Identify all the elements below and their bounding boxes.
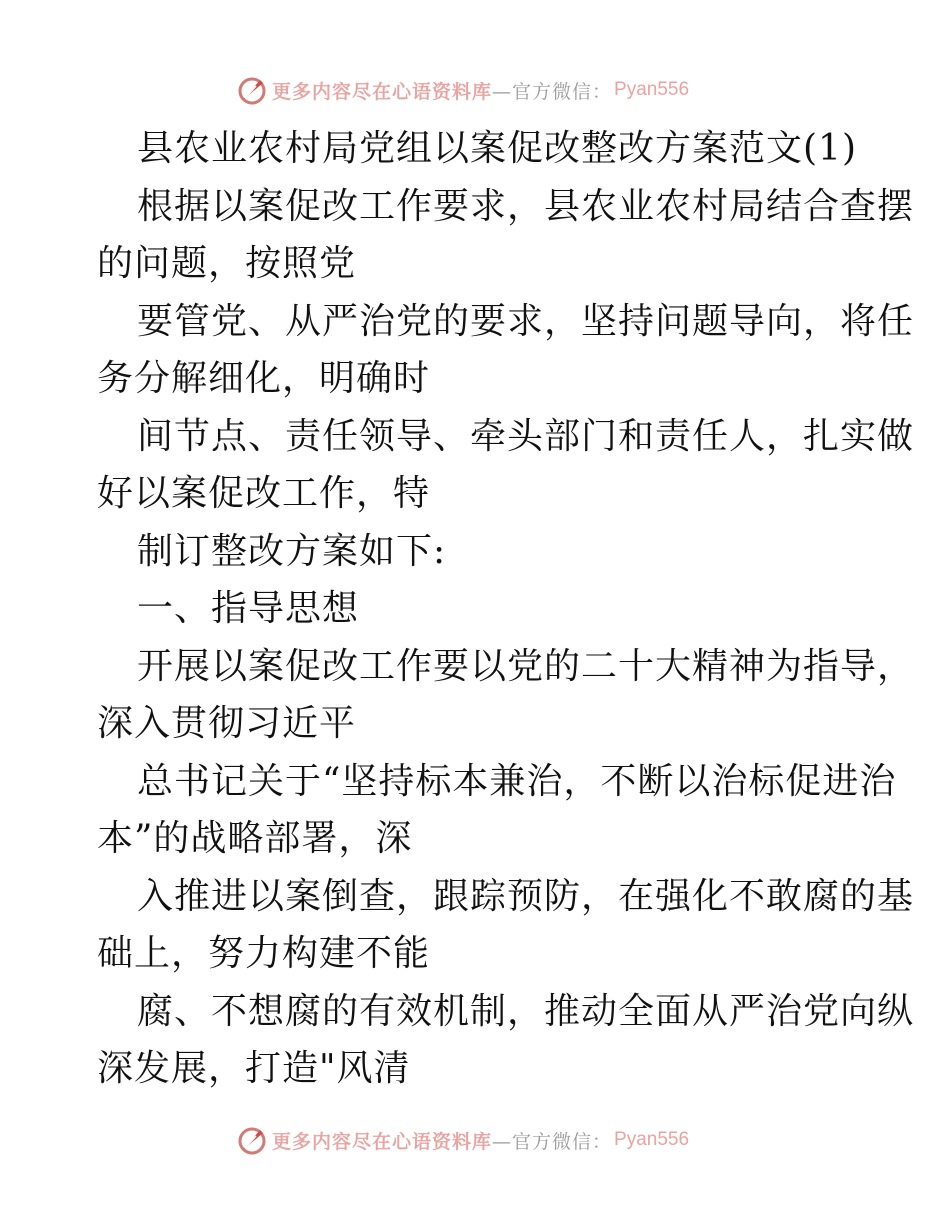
paragraph-line: 深发展，打造"风清 [97, 1048, 411, 1089]
section-heading: 一、指导思想 [137, 588, 360, 629]
watermark-wechat-label: —官方微信： [492, 1130, 613, 1153]
watermark-footer [236, 1123, 689, 1157]
document-title: 县农业农村局党组以案促改整改方案范文(1) [137, 128, 857, 169]
paragraph-line: 根据以案促改工作要求，县农业农村局结合查摆 [137, 185, 915, 227]
feather-logo-icon [236, 74, 268, 106]
watermark-brand-text: 更多内容尽在心语资料库 [272, 1130, 493, 1153]
paragraph-line: 本”的战略部署，深 [97, 818, 413, 859]
watermark-wechat-label: —官方微信： [492, 80, 613, 103]
paragraph-line: 制订整改方案如下: [137, 530, 447, 572]
watermark-brand-text: 更多内容尽在心语资料库 [272, 80, 493, 103]
document-body [97, 120, 915, 1098]
watermark-wechat-id: Pyan556 [614, 79, 690, 100]
paragraph-line: 要管党、从严治党的要求，坚持问题导向，将任 [137, 300, 915, 342]
paragraph-line: 好以案促改工作，特 [97, 473, 431, 514]
paragraph-line: 开展以案促改工作要以党的二十大精神为指导， [137, 645, 915, 687]
paragraph-line: 础上，努力构建不能 [97, 933, 431, 974]
feather-logo-icon [236, 1124, 268, 1156]
watermark-header [236, 73, 689, 107]
watermark-wechat-id: Pyan556 [614, 1129, 690, 1150]
paragraph-line: 间节点、责任领导、牵头部门和责任人，扎实做 [137, 415, 915, 457]
paragraph-line: 深入贯彻习近平 [97, 703, 357, 744]
paragraph-line: 总书记关于“坚持标本兼治，不断以治标促进治 [137, 760, 897, 802]
paragraph-line: 务分解细化，明确时 [97, 358, 431, 399]
paragraph-line: 的问题，按照党 [97, 243, 357, 284]
paragraph-line: 腐、不想腐的有效机制，推动全面从严治党向纵 [137, 990, 915, 1032]
paragraph-line: 入推进以案倒查，跟踪预防，在强化不敢腐的基 [137, 875, 915, 917]
